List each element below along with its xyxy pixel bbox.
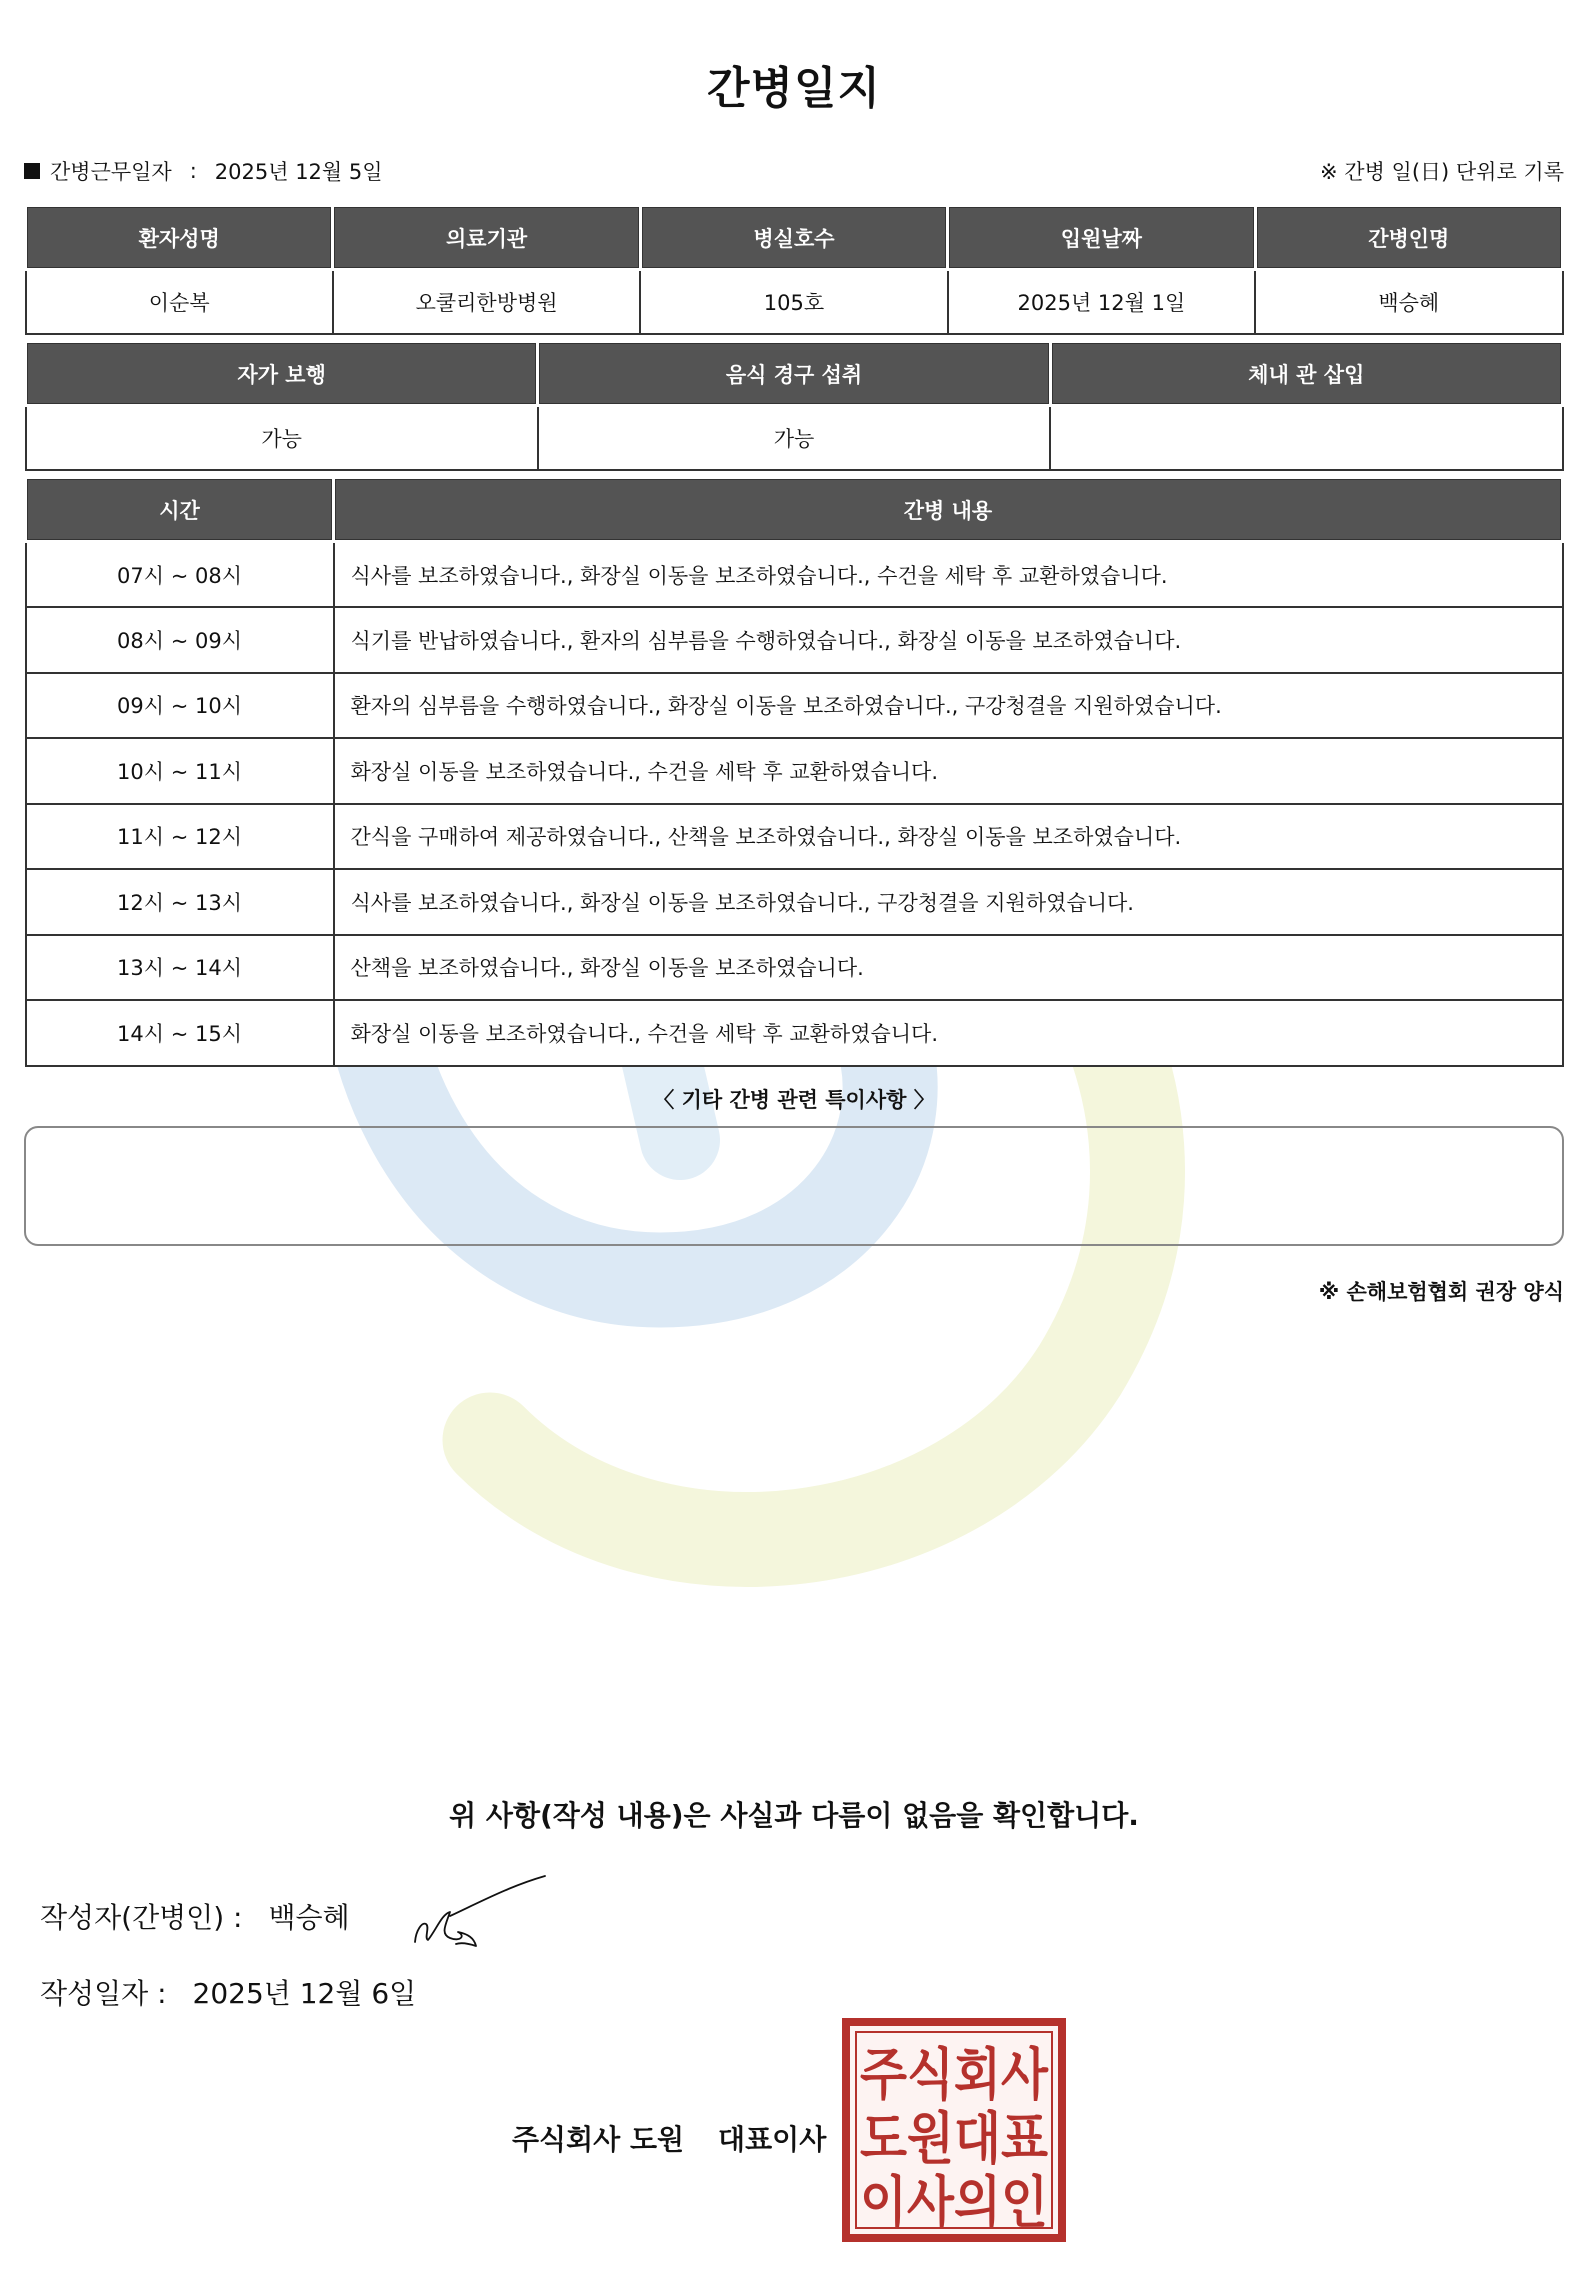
company-signature-line: [512, 2118, 826, 2158]
header-oral-intake: 음식 경구 섭취: [538, 342, 1050, 406]
record-unit-note: ※ 간병 일(日) 단위로 기록: [1320, 160, 1564, 184]
time-cell: 13시 ~ 14시: [26, 935, 334, 1001]
work-date-colon: :: [189, 159, 197, 183]
header-care-content: 간병 내용: [334, 478, 1563, 542]
time-cell: 09시 ~ 10시: [26, 673, 334, 739]
work-date-value: 2025년 12월 5일: [214, 160, 383, 184]
table-row: [26, 1000, 1563, 1066]
handwritten-signature: [410, 1872, 550, 1952]
care-content-cell: 환자의 심부름을 수행하였습니다., 화장실 이동을 보조하였습니다., 구강청결을 지원하였습니다.: [334, 673, 1563, 739]
page-title: 간병일지: [706, 63, 881, 114]
hospital-name: 오쿨리한방병원: [333, 270, 640, 334]
time-cell: 12시 ~ 13시: [26, 869, 334, 935]
writer-row: [40, 1896, 350, 1936]
written-date-label: 작성일자 :: [40, 1977, 167, 2010]
header-patient-name: 환자성명: [26, 206, 333, 270]
caregiver-name: 백승혜: [1255, 270, 1562, 334]
representative-title: 대표이사: [718, 2123, 827, 2156]
table-row: [26, 542, 1563, 608]
header-hospital: 의료기관: [333, 206, 640, 270]
seal-row-3: 이사의인: [860, 2171, 1048, 2236]
writer-label: 작성자(간병인) :: [40, 1901, 243, 1934]
square-bullet-icon: [24, 163, 40, 179]
work-date: [24, 156, 383, 186]
time-cell: 07시 ~ 08시: [26, 542, 334, 608]
room-number: 105호: [640, 270, 947, 334]
care-content-cell: 화장실 이동을 보조하였습니다., 수건을 세탁 후 교환하였습니다.: [334, 738, 1563, 804]
patient-status-table: [24, 340, 1564, 471]
seal-row-1: 주식회사: [860, 2043, 1049, 2108]
table-row: [26, 738, 1563, 804]
writer-name: 백승혜: [268, 1901, 350, 1934]
header-time: 시간: [26, 478, 334, 542]
meta-row: [24, 156, 1564, 192]
header-caregiver-name: 간병인명: [1255, 206, 1562, 270]
care-content-cell: 화장실 이동을 보조하였습니다., 수건을 세탁 후 교환하였습니다.: [334, 1000, 1563, 1066]
oral-intake-value: 가능: [538, 406, 1050, 470]
form-recommendation-note: ※ 손해보험협회 권장 양식: [1318, 1280, 1564, 1304]
table-row: [26, 673, 1563, 739]
time-cell: 14시 ~ 15시: [26, 1000, 334, 1066]
admission-date: 2025년 12월 1일: [948, 270, 1255, 334]
table-row: [26, 804, 1563, 870]
tube-insertion-value: [1050, 406, 1562, 470]
header-room: 병실호수: [640, 206, 947, 270]
patient-info-table: [24, 204, 1564, 335]
care-content-cell: 식사를 보조하였습니다., 화장실 이동을 보조하였습니다., 구강청결을 지원하였습니다.: [334, 869, 1563, 935]
time-cell: 10시 ~ 11시: [26, 738, 334, 804]
work-date-label: 간병근무일자: [50, 160, 172, 184]
time-cell: 11시 ~ 12시: [26, 804, 334, 870]
special-notes-box: [24, 1126, 1564, 1246]
care-log-table: [24, 476, 1564, 1067]
table-row: [26, 869, 1563, 935]
care-content-cell: 산책을 보조하였습니다., 화장실 이동을 보조하였습니다.: [334, 935, 1563, 1001]
seal-row-2: 도원대표: [860, 2107, 1048, 2172]
special-notes-title: 〈 기타 간병 관련 특이사항 〉: [653, 1088, 935, 1112]
company-seal: [842, 2018, 1066, 2242]
time-cell: 08시 ~ 09시: [26, 607, 334, 673]
written-date-value: 2025년 12월 6일: [192, 1977, 417, 2010]
header-admission-date: 입원날짜: [948, 206, 1255, 270]
self-walking-value: 가능: [26, 406, 538, 470]
table-row: [26, 935, 1563, 1001]
table-row: [26, 607, 1563, 673]
care-content-cell: 간식을 구매하여 제공하였습니다., 산책을 보조하였습니다., 화장실 이동을 보조하였습니다.: [334, 804, 1563, 870]
confirmation-statement: 위 사항(작성 내용)은 사실과 다름이 없음을 확인합니다.: [449, 1799, 1139, 1832]
care-content-cell: 식기를 반납하였습니다., 환자의 심부름을 수행하였습니다., 화장실 이동을 보조하였습니다.: [334, 607, 1563, 673]
header-self-walking: 자가 보행: [26, 342, 538, 406]
company-name: 주식회사 도원: [512, 2123, 685, 2156]
patient-name: 이순복: [26, 270, 333, 334]
care-content-cell: 식사를 보조하였습니다., 화장실 이동을 보조하였습니다., 수건을 세탁 후 교환하였습니다.: [334, 542, 1563, 608]
header-tube-insertion: 체내 관 삽입: [1050, 342, 1562, 406]
written-date-row: [40, 1972, 416, 2012]
